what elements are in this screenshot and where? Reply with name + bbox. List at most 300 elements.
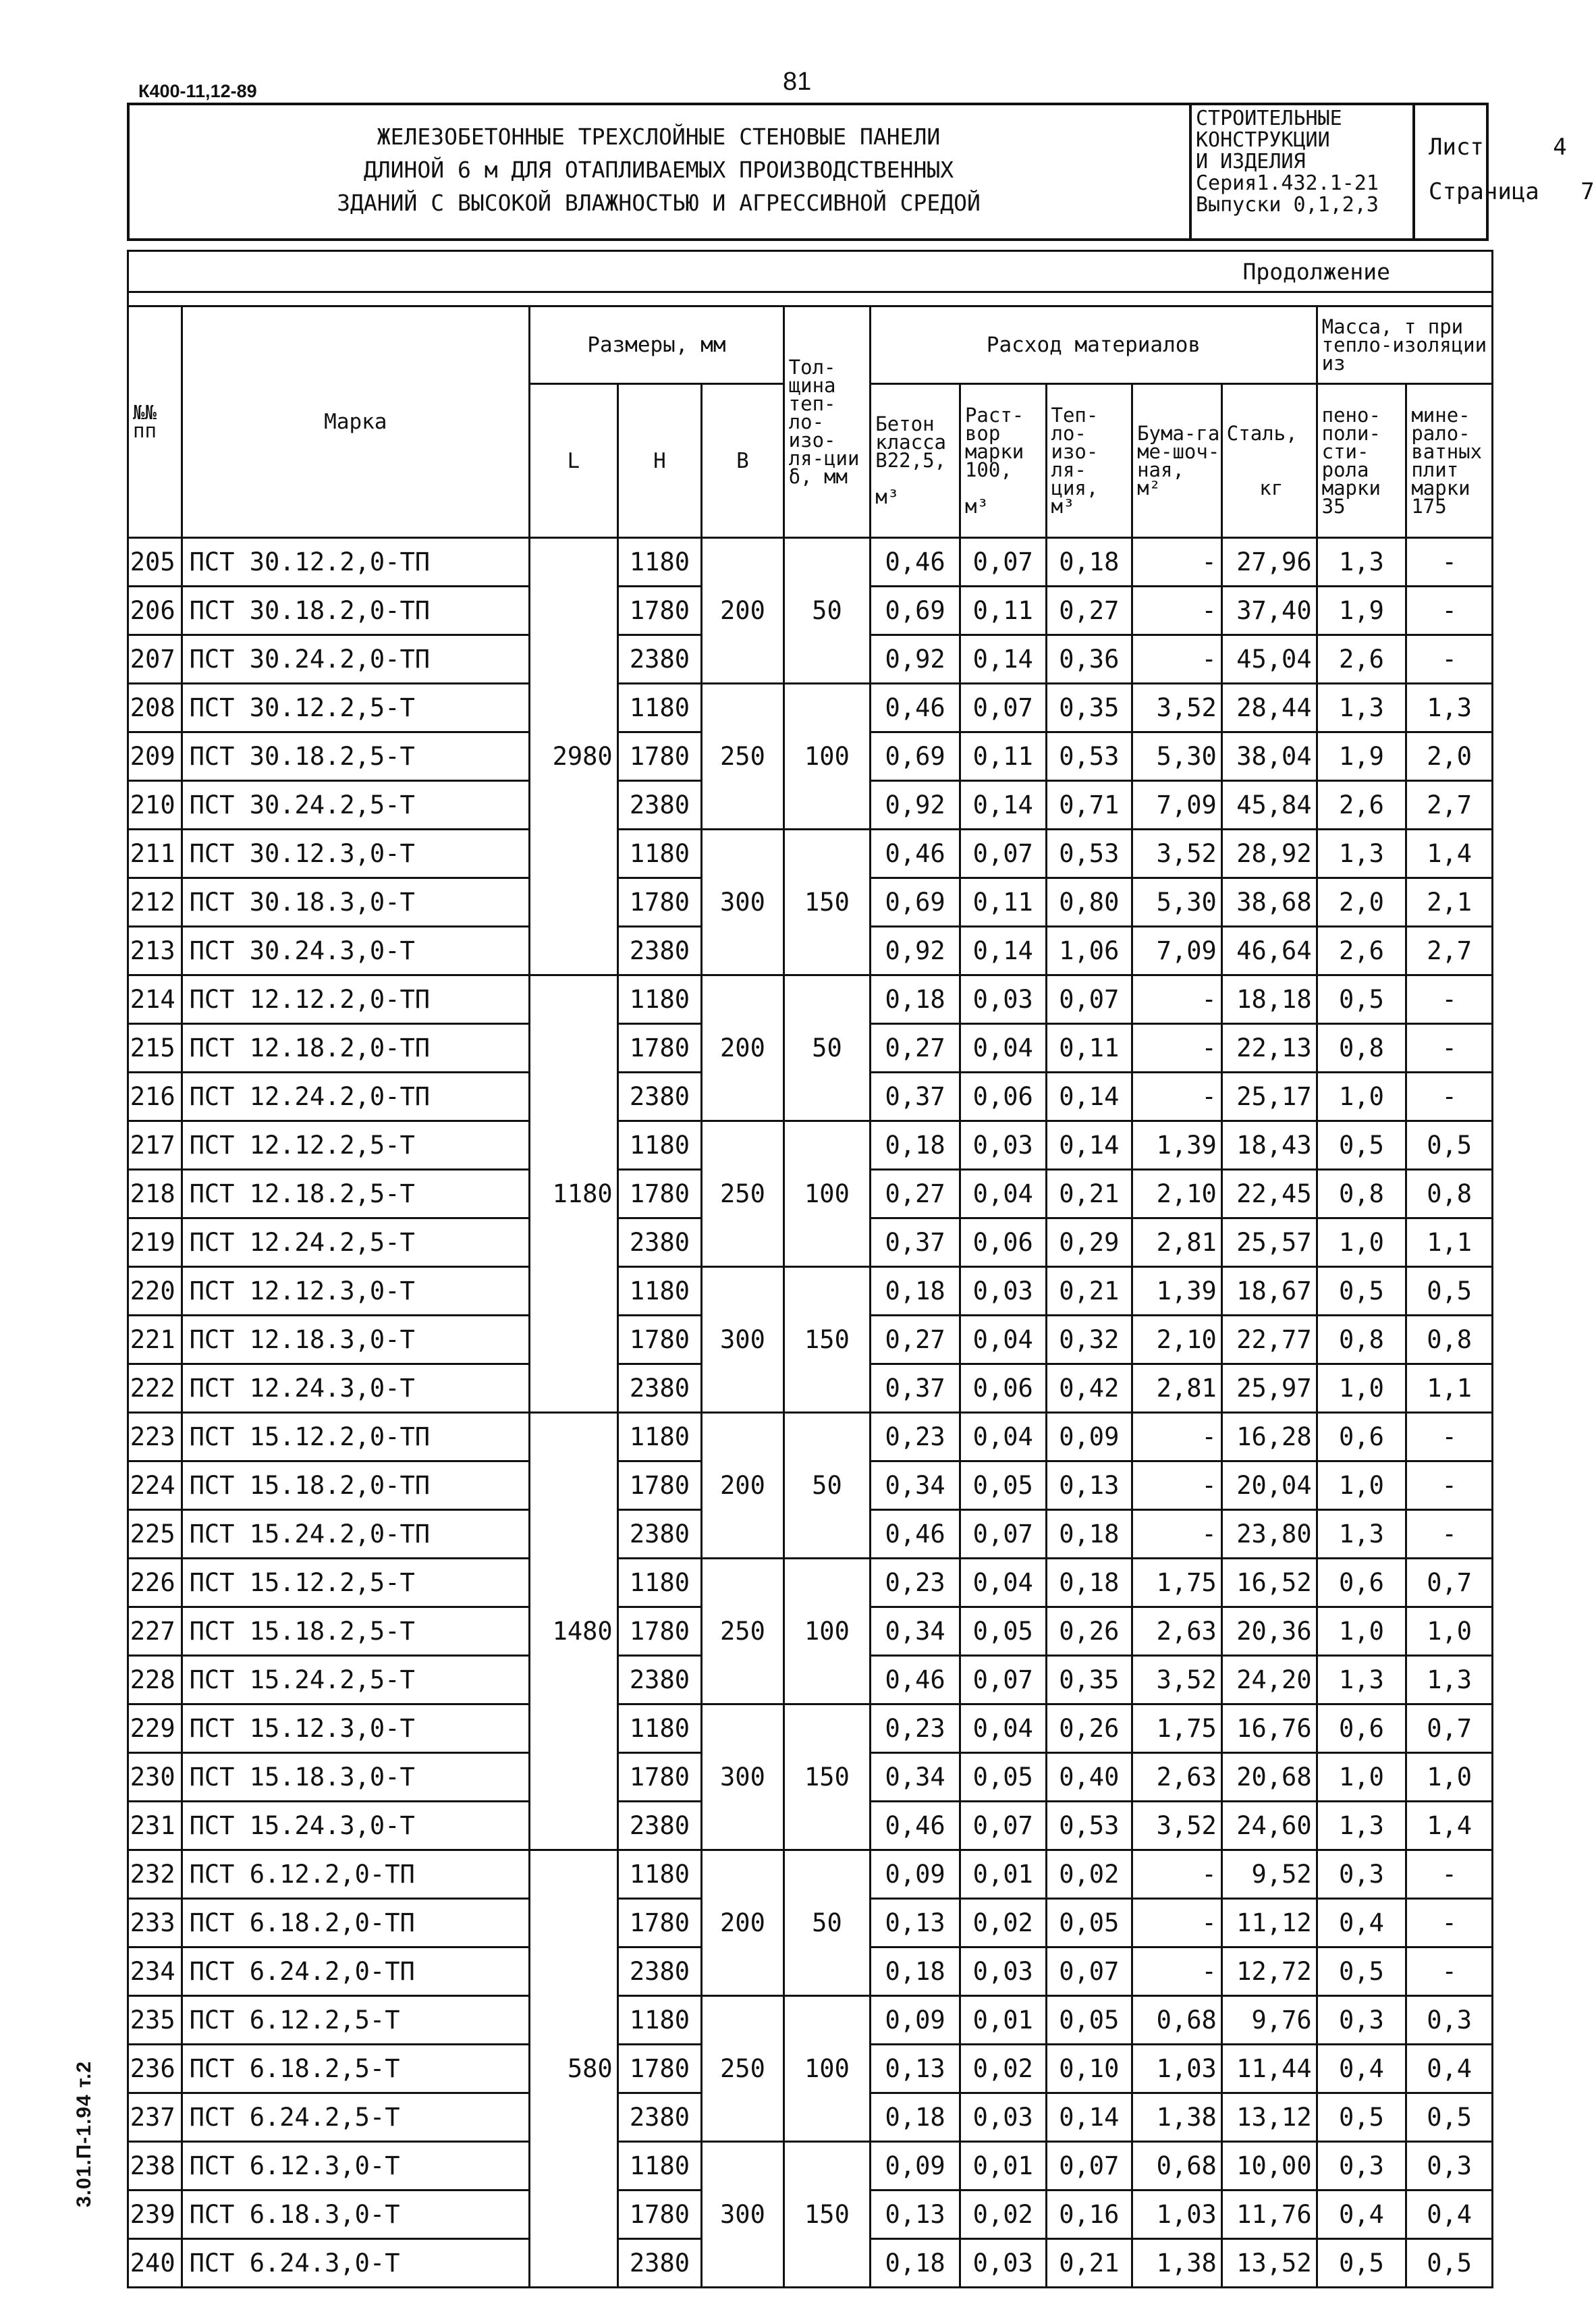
mark-cell: ПСТ 6.18.2,0-ТП xyxy=(182,1899,529,1947)
concrete-cell: 0,92 xyxy=(871,635,960,684)
table-row xyxy=(128,1413,1493,1461)
foam-mass-cell: 1,0 xyxy=(1317,1364,1406,1413)
paper-cell: 2,63 xyxy=(1132,1753,1222,1802)
foam-mass-cell: 1,3 xyxy=(1317,538,1406,587)
mineral-mass-cell: 0,8 xyxy=(1406,1170,1493,1218)
mark-cell: ПСТ 15.18.2,0-ТП xyxy=(182,1461,529,1510)
row-number-cell: 226 xyxy=(128,1559,182,1607)
header-mortar xyxy=(960,384,1046,538)
thickness-cell: 100 xyxy=(783,684,871,830)
table-row xyxy=(128,684,1493,732)
concrete-cell: 0,13 xyxy=(871,2190,960,2239)
unit-label: м³ xyxy=(964,494,989,518)
thickness-cell: 150 xyxy=(783,2142,871,2288)
length-cell: 1180 xyxy=(530,975,618,1413)
header-insulation xyxy=(1046,384,1132,538)
mark-cell: ПСТ 6.12.3,0-Т xyxy=(182,2142,529,2190)
mineral-mass-cell: 1,0 xyxy=(1406,1607,1493,1656)
mark-cell: ПСТ 15.12.3,0-Т xyxy=(182,1704,529,1753)
insulation-cell: 0,07 xyxy=(1046,975,1132,1024)
row-number-cell: 211 xyxy=(128,830,182,878)
concrete-cell: 0,37 xyxy=(871,1218,960,1267)
row-number-cell: 205 xyxy=(128,538,182,587)
mineral-mass-cell: 0,7 xyxy=(1406,1704,1493,1753)
mortar-cell: 0,04 xyxy=(960,1704,1046,1753)
foam-mass-cell: 1,0 xyxy=(1317,1753,1406,1802)
mark-cell: ПСТ 15.24.2,0-ТП xyxy=(182,1510,529,1559)
table-row xyxy=(128,1850,1493,1899)
steel-cell: 20,04 xyxy=(1221,1461,1317,1510)
concrete-cell: 0,18 xyxy=(871,2239,960,2288)
height-cell: 1180 xyxy=(617,1704,702,1753)
steel-cell: 28,44 xyxy=(1221,684,1317,732)
paper-cell: 3,52 xyxy=(1132,830,1222,878)
row-number-cell: 229 xyxy=(128,1704,182,1753)
foam-mass-cell: 0,5 xyxy=(1317,1121,1406,1170)
thickness-cell: 50 xyxy=(783,1850,871,1996)
foam-mass-cell: 1,0 xyxy=(1317,1218,1406,1267)
thickness-cell: 50 xyxy=(783,538,871,684)
height-cell: 1180 xyxy=(617,830,702,878)
page-label: Страница xyxy=(1429,178,1539,205)
width-cell: 300 xyxy=(702,1704,783,1850)
mark-cell: ПСТ 12.12.3,0-Т xyxy=(182,1267,529,1316)
insulation-cell: 0,26 xyxy=(1046,1704,1132,1753)
mark-cell: ПСТ 12.24.2,0-ТП xyxy=(182,1073,529,1121)
insulation-cell: 0,14 xyxy=(1046,2093,1132,2142)
concrete-cell: 0,27 xyxy=(871,1316,960,1364)
steel-cell: 25,97 xyxy=(1221,1364,1317,1413)
mark-cell: ПСТ 12.24.2,5-Т xyxy=(182,1218,529,1267)
mortar-cell: 0,07 xyxy=(960,1802,1046,1850)
series-line: И ИЗДЕЛИЯ xyxy=(1196,150,1306,173)
mortar-cell: 0,01 xyxy=(960,2142,1046,2190)
width-cell: 200 xyxy=(702,975,783,1121)
paper-cell: - xyxy=(1132,1899,1222,1947)
mortar-cell: 0,03 xyxy=(960,1947,1046,1996)
panel-table xyxy=(127,250,1493,2288)
paper-cell: 1,39 xyxy=(1132,1121,1222,1170)
series-line: КОНСТРУКЦИИ xyxy=(1196,128,1330,152)
foam-mass-cell: 1,3 xyxy=(1317,1510,1406,1559)
foam-mass-cell: 0,5 xyxy=(1317,2239,1406,2288)
steel-cell: 11,76 xyxy=(1221,2190,1317,2239)
insulation-cell: 0,10 xyxy=(1046,2045,1132,2093)
thickness-cell: 150 xyxy=(783,1704,871,1850)
row-number-cell: 215 xyxy=(128,1024,182,1073)
mortar-cell: 0,05 xyxy=(960,1461,1046,1510)
row-number-cell: 217 xyxy=(128,1121,182,1170)
sheet-info xyxy=(1429,134,1567,161)
page-number: 81 xyxy=(783,68,812,96)
row-number-cell: 233 xyxy=(128,1899,182,1947)
concrete-cell: 0,69 xyxy=(871,732,960,781)
paper-cell: - xyxy=(1132,1413,1222,1461)
mortar-cell: 0,01 xyxy=(960,1996,1046,2045)
concrete-cell: 0,37 xyxy=(871,1073,960,1121)
concrete-cell: 0,27 xyxy=(871,1024,960,1073)
paper-cell: 0,68 xyxy=(1132,1996,1222,2045)
insulation-cell: 0,53 xyxy=(1046,1802,1132,1850)
concrete-cell: 0,23 xyxy=(871,1704,960,1753)
height-cell: 2380 xyxy=(617,1073,702,1121)
steel-cell: 28,92 xyxy=(1221,830,1317,878)
steel-cell: 45,04 xyxy=(1221,635,1317,684)
insulation-cell: 0,21 xyxy=(1046,1267,1132,1316)
mark-cell: ПСТ 30.18.2,5-Т xyxy=(182,732,529,781)
thickness-cell: 150 xyxy=(783,830,871,975)
mark-cell: ПСТ 6.24.2,5-Т xyxy=(182,2093,529,2142)
concrete-cell: 0,46 xyxy=(871,538,960,587)
mineral-mass-cell: 2,7 xyxy=(1406,927,1493,975)
table-row xyxy=(128,1996,1493,2045)
mineral-mass-cell: 0,5 xyxy=(1406,2239,1493,2288)
mineral-mass-cell: 0,3 xyxy=(1406,2142,1493,2190)
height-cell: 1780 xyxy=(617,587,702,635)
paper-cell: 1,03 xyxy=(1132,2045,1222,2093)
mark-cell: ПСТ 6.24.3,0-Т xyxy=(182,2239,529,2288)
foam-mass-cell: 0,8 xyxy=(1317,1024,1406,1073)
insulation-cell: 0,07 xyxy=(1046,2142,1132,2190)
steel-cell: 22,45 xyxy=(1221,1170,1317,1218)
insulation-cell: 0,35 xyxy=(1046,684,1132,732)
steel-cell: 18,43 xyxy=(1221,1121,1317,1170)
paper-cell: 1,38 xyxy=(1132,2239,1222,2288)
insulation-cell: 0,36 xyxy=(1046,635,1132,684)
mark-cell: ПСТ 30.24.3,0-Т xyxy=(182,927,529,975)
mark-cell: ПСТ 30.12.2,5-Т xyxy=(182,684,529,732)
height-cell: 1180 xyxy=(617,684,702,732)
paper-cell: 2,63 xyxy=(1132,1607,1222,1656)
steel-cell: 16,76 xyxy=(1221,1704,1317,1753)
mortar-cell: 0,03 xyxy=(960,2239,1046,2288)
mineral-mass-cell: - xyxy=(1406,587,1493,635)
width-cell: 200 xyxy=(702,1850,783,1996)
concrete-cell: 0,46 xyxy=(871,684,960,732)
table-row xyxy=(128,975,1493,1024)
paper-cell: 3,52 xyxy=(1132,684,1222,732)
foam-mass-cell: 0,5 xyxy=(1317,975,1406,1024)
continuation-label: Продолжение xyxy=(128,251,1493,292)
foam-mass-cell: 0,4 xyxy=(1317,2190,1406,2239)
insulation-cell: 0,71 xyxy=(1046,781,1132,830)
mark-cell: ПСТ 30.24.2,5-Т xyxy=(182,781,529,830)
steel-cell: 22,13 xyxy=(1221,1024,1317,1073)
series-box xyxy=(1189,105,1415,238)
paper-cell: 3,52 xyxy=(1132,1656,1222,1704)
header-row-1 xyxy=(128,306,1493,384)
concrete-cell: 0,34 xyxy=(871,1607,960,1656)
header-mass: Масса, т при тепло-изоляции из xyxy=(1317,306,1492,384)
mineral-mass-cell: - xyxy=(1406,1850,1493,1899)
row-number-cell: 231 xyxy=(128,1802,182,1850)
mineral-mass-cell: 1,3 xyxy=(1406,684,1493,732)
mineral-mass-cell: - xyxy=(1406,635,1493,684)
header-concrete xyxy=(871,384,960,538)
paper-cell: 2,81 xyxy=(1132,1218,1222,1267)
paper-cell: 1,75 xyxy=(1132,1559,1222,1607)
row-number-cell: 230 xyxy=(128,1753,182,1802)
steel-cell: 12,72 xyxy=(1221,1947,1317,1996)
foam-mass-cell: 2,6 xyxy=(1317,635,1406,684)
paper-cell: 2,10 xyxy=(1132,1170,1222,1218)
length-cell: 580 xyxy=(530,1850,618,2288)
insulation-cell: 0,32 xyxy=(1046,1316,1132,1364)
row-number-cell: 209 xyxy=(128,732,182,781)
mortar-cell: 0,04 xyxy=(960,1316,1046,1364)
insulation-cell: 0,11 xyxy=(1046,1024,1132,1073)
concrete-cell: 0,46 xyxy=(871,1510,960,1559)
height-cell: 1180 xyxy=(617,2142,702,2190)
mineral-mass-cell: - xyxy=(1406,1413,1493,1461)
panel-table-wrapper xyxy=(127,250,1493,2288)
mortar-cell: 0,14 xyxy=(960,635,1046,684)
header-L: L xyxy=(530,384,618,538)
row-number-cell: 227 xyxy=(128,1607,182,1656)
mark-cell: ПСТ 15.24.2,5-Т xyxy=(182,1656,529,1704)
foam-mass-cell: 0,6 xyxy=(1317,1704,1406,1753)
mark-cell: ПСТ 30.24.2,0-ТП xyxy=(182,635,529,684)
mortar-cell: 0,11 xyxy=(960,587,1046,635)
row-number-cell: 238 xyxy=(128,2142,182,2190)
mortar-cell: 0,03 xyxy=(960,2093,1046,2142)
document-code: К400-11,12-89 xyxy=(138,81,257,101)
length-cell: 1480 xyxy=(530,1413,618,1850)
row-number-cell: 206 xyxy=(128,587,182,635)
header-paper xyxy=(1132,384,1222,538)
steel-cell: 46,64 xyxy=(1221,927,1317,975)
mark-cell: ПСТ 12.18.3,0-Т xyxy=(182,1316,529,1364)
insulation-cell: 0,27 xyxy=(1046,587,1132,635)
steel-cell: 38,68 xyxy=(1221,878,1317,927)
paper-cell: 1,03 xyxy=(1132,2190,1222,2239)
foam-mass-cell: 0,5 xyxy=(1317,2093,1406,2142)
height-cell: 1780 xyxy=(617,1607,702,1656)
page-info xyxy=(1429,178,1595,205)
mineral-mass-cell: 0,5 xyxy=(1406,1267,1493,1316)
row-number-cell: 237 xyxy=(128,2093,182,2142)
foam-mass-cell: 1,9 xyxy=(1317,587,1406,635)
height-cell: 2380 xyxy=(617,1218,702,1267)
foam-mass-cell: 1,3 xyxy=(1317,684,1406,732)
mortar-cell: 0,04 xyxy=(960,1413,1046,1461)
mineral-mass-cell: 2,1 xyxy=(1406,878,1493,927)
mineral-mass-cell: 0,5 xyxy=(1406,1121,1493,1170)
row-number-cell: 232 xyxy=(128,1850,182,1899)
mortar-cell: 0,07 xyxy=(960,684,1046,732)
insulation-cell: 0,53 xyxy=(1046,732,1132,781)
mark-cell: ПСТ 15.24.3,0-Т xyxy=(182,1802,529,1850)
row-number-cell: 207 xyxy=(128,635,182,684)
mortar-cell: 0,07 xyxy=(960,830,1046,878)
mineral-mass-cell: 0,4 xyxy=(1406,2190,1493,2239)
foam-mass-cell: 0,5 xyxy=(1317,1947,1406,1996)
mineral-mass-cell: 0,7 xyxy=(1406,1559,1493,1607)
height-cell: 1780 xyxy=(617,2190,702,2239)
foam-mass-cell: 1,3 xyxy=(1317,830,1406,878)
paper-cell: 1,75 xyxy=(1132,1704,1222,1753)
paper-cell: - xyxy=(1132,1510,1222,1559)
insulation-cell: 0,18 xyxy=(1046,1559,1132,1607)
width-cell: 200 xyxy=(702,1413,783,1559)
foam-mass-cell: 0,8 xyxy=(1317,1170,1406,1218)
header-num: №№ пп xyxy=(128,306,182,538)
thickness-cell: 50 xyxy=(783,1413,871,1559)
foam-mass-cell: 2,6 xyxy=(1317,781,1406,830)
foam-mass-cell: 0,6 xyxy=(1317,1559,1406,1607)
mineral-mass-cell: - xyxy=(1406,538,1493,587)
paper-cell: - xyxy=(1132,1024,1222,1073)
height-cell: 1780 xyxy=(617,1753,702,1802)
concrete-cell: 0,18 xyxy=(871,1267,960,1316)
paper-cell: 5,30 xyxy=(1132,732,1222,781)
row-number-cell: 228 xyxy=(128,1656,182,1704)
steel-cell: 23,80 xyxy=(1221,1510,1317,1559)
mark-cell: ПСТ 30.18.3,0-Т xyxy=(182,878,529,927)
row-number-cell: 222 xyxy=(128,1364,182,1413)
thickness-cell: 100 xyxy=(783,1996,871,2142)
continuation-row xyxy=(128,251,1493,292)
insulation-cell: 0,29 xyxy=(1046,1218,1132,1267)
paper-cell: 2,10 xyxy=(1132,1316,1222,1364)
mineral-mass-cell: 0,5 xyxy=(1406,2093,1493,2142)
height-cell: 2380 xyxy=(617,1947,702,1996)
row-number-cell: 239 xyxy=(128,2190,182,2239)
mineral-mass-cell: 2,0 xyxy=(1406,732,1493,781)
row-number-cell: 208 xyxy=(128,684,182,732)
mortar-cell: 0,05 xyxy=(960,1607,1046,1656)
steel-cell: 25,57 xyxy=(1221,1218,1317,1267)
height-cell: 1780 xyxy=(617,2045,702,2093)
mineral-mass-cell: 1,0 xyxy=(1406,1753,1493,1802)
insulation-cell: 0,14 xyxy=(1046,1121,1132,1170)
mortar-cell: 0,04 xyxy=(960,1170,1046,1218)
table-row xyxy=(128,1559,1493,1607)
mortar-cell: 0,14 xyxy=(960,927,1046,975)
steel-cell: 13,12 xyxy=(1221,2093,1317,2142)
paper-cell: - xyxy=(1132,1947,1222,1996)
foam-mass-cell: 0,4 xyxy=(1317,1899,1406,1947)
height-cell: 1180 xyxy=(617,1413,702,1461)
height-cell: 1780 xyxy=(617,1316,702,1364)
insulation-cell: 0,02 xyxy=(1046,1850,1132,1899)
row-number-cell: 221 xyxy=(128,1316,182,1364)
mark-cell: ПСТ 15.18.3,0-Т xyxy=(182,1753,529,1802)
insulation-cell: 0,05 xyxy=(1046,1996,1132,2045)
height-cell: 1180 xyxy=(617,1559,702,1607)
paper-cell: 0,68 xyxy=(1132,2142,1222,2190)
mark-cell: ПСТ 6.18.3,0-Т xyxy=(182,2190,529,2239)
concrete-cell: 0,46 xyxy=(871,1802,960,1850)
header-mineral: мине-рало-ватных плит марки 175 xyxy=(1406,384,1493,538)
paper-cell: - xyxy=(1132,587,1222,635)
header-paper-label: Бума-га ме-шоч-ная, xyxy=(1137,421,1220,481)
mortar-cell: 0,03 xyxy=(960,1121,1046,1170)
thickness-cell: 100 xyxy=(783,1121,871,1267)
concrete-cell: 0,13 xyxy=(871,2045,960,2093)
header-concrete-label: Бетон класса В22,5, xyxy=(875,412,947,472)
steel-cell: 37,40 xyxy=(1221,587,1317,635)
concrete-cell: 0,18 xyxy=(871,1121,960,1170)
foam-mass-cell: 0,5 xyxy=(1317,1267,1406,1316)
foam-mass-cell: 1,3 xyxy=(1317,1656,1406,1704)
header-mark: Марка xyxy=(182,306,529,538)
series-line: СТРОИТЕЛЬНЫЕ xyxy=(1196,107,1342,130)
concrete-cell: 0,18 xyxy=(871,1947,960,1996)
table-row xyxy=(128,1704,1493,1753)
insulation-cell: 0,21 xyxy=(1046,2239,1132,2288)
table-row xyxy=(128,1267,1493,1316)
unit-label: м² xyxy=(1137,476,1161,500)
concrete-cell: 0,09 xyxy=(871,1850,960,1899)
mark-cell: ПСТ 12.18.2,0-ТП xyxy=(182,1024,529,1073)
header-H: Н xyxy=(617,384,702,538)
mineral-mass-cell: 1,1 xyxy=(1406,1364,1493,1413)
height-cell: 1780 xyxy=(617,1170,702,1218)
insulation-cell: 0,09 xyxy=(1046,1413,1132,1461)
thickness-cell: 50 xyxy=(783,975,871,1121)
mineral-mass-cell: - xyxy=(1406,1461,1493,1510)
steel-cell: 18,18 xyxy=(1221,975,1317,1024)
height-cell: 2380 xyxy=(617,635,702,684)
mark-cell: ПСТ 30.12.3,0-Т xyxy=(182,830,529,878)
table-row xyxy=(128,538,1493,587)
width-cell: 250 xyxy=(702,1996,783,2142)
paper-cell: - xyxy=(1132,635,1222,684)
mineral-mass-cell: 1,1 xyxy=(1406,1218,1493,1267)
concrete-cell: 0,46 xyxy=(871,1656,960,1704)
mark-cell: ПСТ 15.12.2,0-ТП xyxy=(182,1413,529,1461)
foam-mass-cell: 1,0 xyxy=(1317,1607,1406,1656)
concrete-cell: 0,34 xyxy=(871,1753,960,1802)
mark-cell: ПСТ 6.12.2,5-Т xyxy=(182,1996,529,2045)
steel-cell: 20,68 xyxy=(1221,1753,1317,1802)
unit-label: м³ xyxy=(1051,494,1075,518)
steel-cell: 45,84 xyxy=(1221,781,1317,830)
height-cell: 1180 xyxy=(617,1850,702,1899)
insulation-cell: 0,40 xyxy=(1046,1753,1132,1802)
steel-cell: 22,77 xyxy=(1221,1316,1317,1364)
mortar-cell: 0,11 xyxy=(960,732,1046,781)
mortar-cell: 0,07 xyxy=(960,538,1046,587)
steel-cell: 20,36 xyxy=(1221,1607,1317,1656)
mark-cell: ПСТ 12.12.2,5-Т xyxy=(182,1121,529,1170)
mortar-cell: 0,11 xyxy=(960,878,1046,927)
foam-mass-cell: 2,6 xyxy=(1317,927,1406,975)
height-cell: 1780 xyxy=(617,1899,702,1947)
title-block xyxy=(127,103,1595,241)
title-line: ЗДАНИЙ С ВЫСОКОЙ ВЛАЖНОСТЬЮ И АГРЕССИВНОЙ СРЕДОЙ xyxy=(337,190,981,216)
mark-cell: ПСТ 12.12.2,0-ТП xyxy=(182,975,529,1024)
mortar-cell: 0,02 xyxy=(960,1899,1046,1947)
foam-mass-cell: 0,8 xyxy=(1317,1316,1406,1364)
concrete-cell: 0,27 xyxy=(871,1170,960,1218)
concrete-cell: 0,23 xyxy=(871,1559,960,1607)
mortar-cell: 0,07 xyxy=(960,1656,1046,1704)
table-row xyxy=(128,2142,1493,2190)
mineral-mass-cell: 2,7 xyxy=(1406,781,1493,830)
paper-cell: - xyxy=(1132,538,1222,587)
mortar-cell: 0,04 xyxy=(960,1559,1046,1607)
mineral-mass-cell: - xyxy=(1406,1024,1493,1073)
concrete-cell: 0,09 xyxy=(871,1996,960,2045)
foam-mass-cell: 0,6 xyxy=(1317,1413,1406,1461)
mortar-cell: 0,05 xyxy=(960,1753,1046,1802)
concrete-cell: 0,18 xyxy=(871,2093,960,2142)
concrete-cell: 0,09 xyxy=(871,2142,960,2190)
insulation-cell: 0,26 xyxy=(1046,1607,1132,1656)
steel-cell: 10,00 xyxy=(1221,2142,1317,2190)
